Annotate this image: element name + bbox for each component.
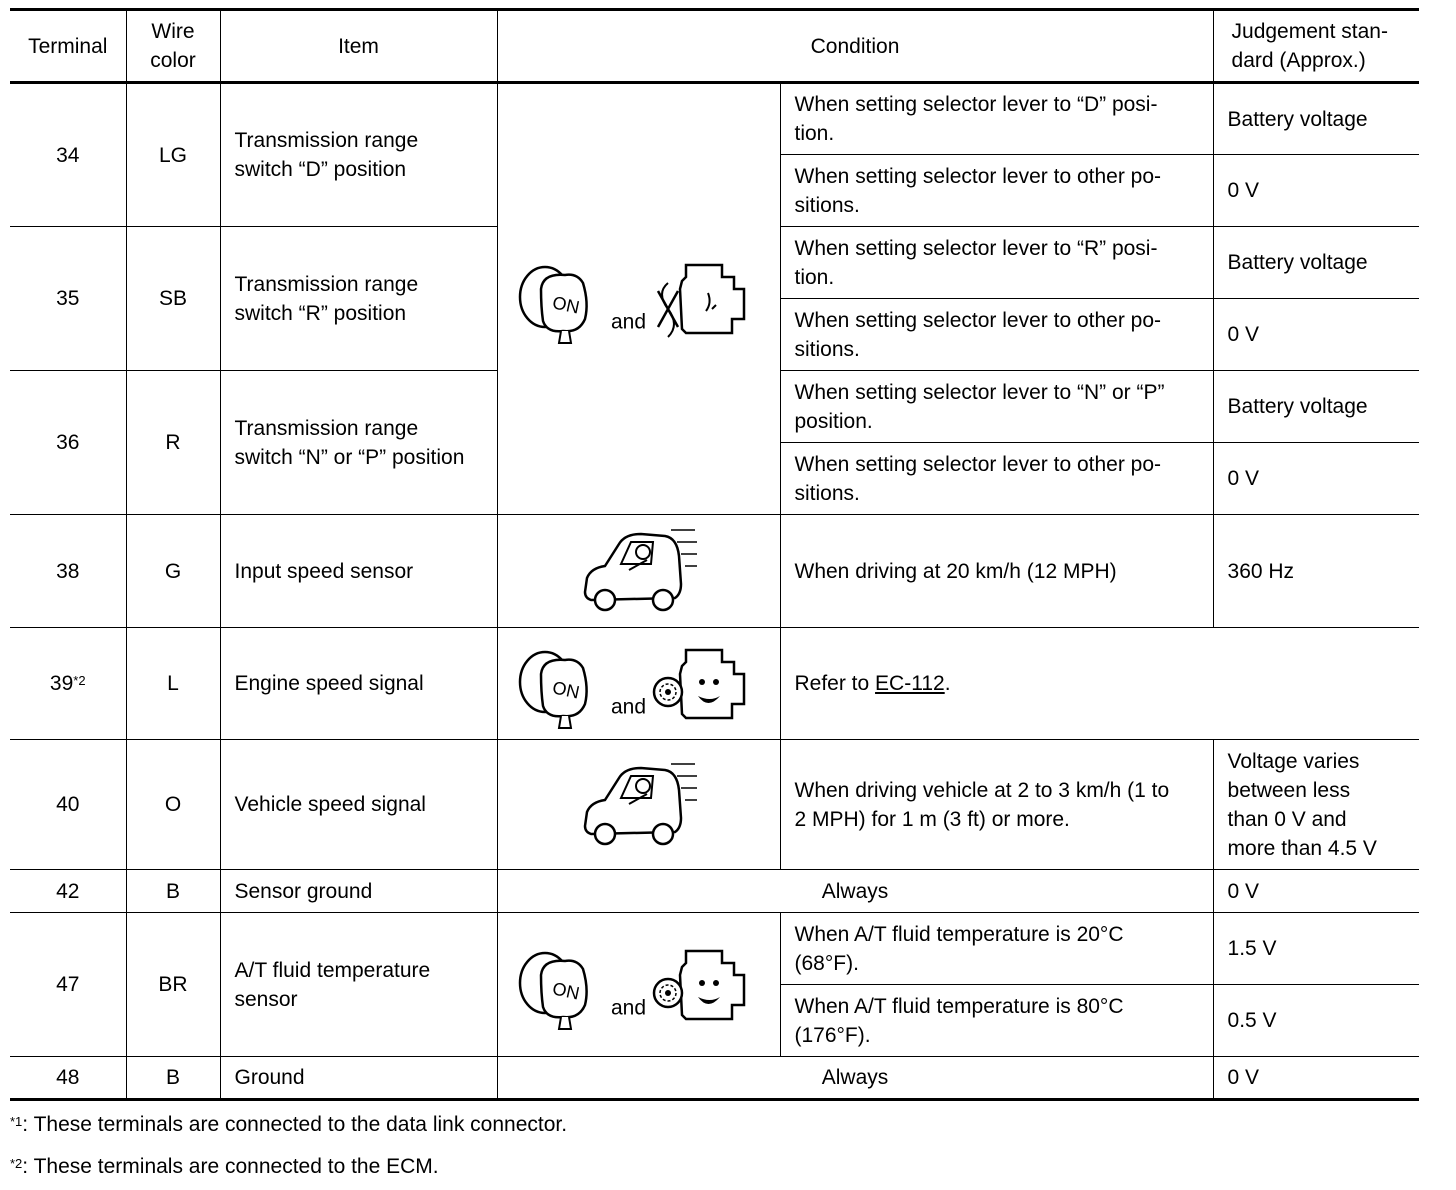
svg-text:ON: ON [550,292,582,318]
svg-text:ON: ON [550,977,582,1004]
wire-color-cell: SB [126,227,220,371]
condition-illustration [497,83,780,515]
condition-cell: When setting selector lever to “N” or “P” position. [780,371,1213,443]
wire-color-cell: O [126,740,220,870]
vehicle-driving-icon [581,526,697,616]
table-row [10,628,1419,740]
header-judgement: Judgement stan- dard (Approx.) [1213,10,1419,83]
judgement-cell: Battery voltage [1213,83,1419,155]
item-cell: Transmission range switch “R” position [220,227,497,371]
footnote-marker: *2 [73,673,86,688]
terminal-cell: 47 [10,913,126,1057]
condition-cell: When setting selector lever to other po- sitions. [780,155,1213,227]
judgement-cell: 0 V [1213,299,1419,371]
condition-illustration [497,628,780,740]
item-cell: Vehicle speed signal [220,740,497,870]
footnote-2: $^{*2}$: These terminals are connected to the ECM. [10,1155,439,1178]
vehicle-driving-icon [581,760,697,850]
engine-stopped-icon [652,253,762,345]
terminal-cell: 40 [10,740,126,870]
terminal-cell: 36 [10,371,126,515]
condition-cell: When driving vehicle at 2 to 3 km/h (1 to 2 MPH) for 1 m (3 ft) or more. [780,740,1213,870]
terminal-cell: 35 [10,227,126,371]
wire-color-cell: B [126,1057,220,1100]
condition-illustration [497,913,780,1057]
ec-112-link[interactable]: EC-112 [875,672,945,695]
table-row [10,870,1419,913]
header-wire-color: Wire color [126,10,220,83]
item-cell: Ground [220,1057,497,1100]
terminal-cell: 39$^{*2}$ [10,628,126,740]
header-row [10,10,1419,83]
item-cell: Engine speed signal [220,628,497,740]
judgement-cell: 1.5 V [1213,913,1419,985]
table-row [10,740,1419,870]
judgement-cell: 0 V [1213,1057,1419,1100]
condition-illustration [497,515,780,628]
judgement-cell: 0.5 V [1213,985,1419,1057]
header-condition: Condition [497,10,1213,83]
wire-color-cell: B [126,870,220,913]
judgement-cell: 360 Hz [1213,515,1419,628]
condition-cell: When A/T fluid temperature is 80°C (176°F). [780,985,1213,1057]
wire-color-cell: LG [126,83,220,227]
svg-text:ON: ON [550,676,582,703]
table-row [10,1057,1419,1100]
item-cell: A/T fluid temperature sensor [220,913,497,1057]
judgement-cell: 0 V [1213,443,1419,515]
and-label: and [610,996,647,1020]
judgement-cell: Battery voltage [1213,371,1419,443]
item-cell: Sensor ground [220,870,497,913]
ignition-key-on-icon [515,638,605,730]
wire-color-cell: L [126,628,220,740]
judgement-cell: 0 V [1213,870,1419,913]
condition-cell: When driving at 20 km/h (12 MPH) [780,515,1213,628]
judgement-cell: 0 V [1213,155,1419,227]
table-row [10,913,1419,985]
condition-cell: Always [497,1057,1213,1100]
item-cell: Transmission range switch “N” or “P” position [220,371,497,515]
and-label: and [610,695,647,719]
ignition-key-on-icon [515,253,605,345]
condition-cell: Always [497,870,1213,913]
wire-color-cell: R [126,371,220,515]
terminal-cell: 34 [10,83,126,227]
condition-cell: When setting selector lever to “D” posi- tion. [780,83,1213,155]
engine-running-icon [652,939,762,1031]
terminal-cell: 48 [10,1057,126,1100]
footnote-1: $^{*1}$: These terminals are connected to the data link connector. [10,1113,568,1136]
ignition-key-on-icon [515,939,605,1031]
table-row [10,83,1419,155]
header-terminal: Terminal [10,10,126,83]
item-cell: Input speed sensor [220,515,497,628]
condition-cell: When setting selector lever to “R” posi- tion. [780,227,1213,299]
footnotes [10,1104,567,1188]
item-cell: Transmission range switch “D” position [220,83,497,227]
engine-running-icon [652,638,762,730]
wire-color-cell: BR [126,913,220,1057]
terminal-cell: 42 [10,870,126,913]
condition-cell: When setting selector lever to other po- sitions. [780,443,1213,515]
table-row [10,515,1419,628]
condition-cell: When A/T fluid temperature is 20°C (68°F). [780,913,1213,985]
judgement-cell: Voltage varies between less than 0 V and more than 4.5 V [1213,740,1419,870]
terminal-spec-table [10,8,1419,1101]
wire-color-cell: G [126,515,220,628]
condition-illustration [497,740,780,870]
condition-cell: When setting selector lever to other po- sitions. [780,299,1213,371]
condition-cell: Refer to EC-112. [780,628,1419,740]
and-label: and [610,310,647,334]
header-item: Item [220,10,497,83]
judgement-cell: Battery voltage [1213,227,1419,299]
terminal-cell: 38 [10,515,126,628]
